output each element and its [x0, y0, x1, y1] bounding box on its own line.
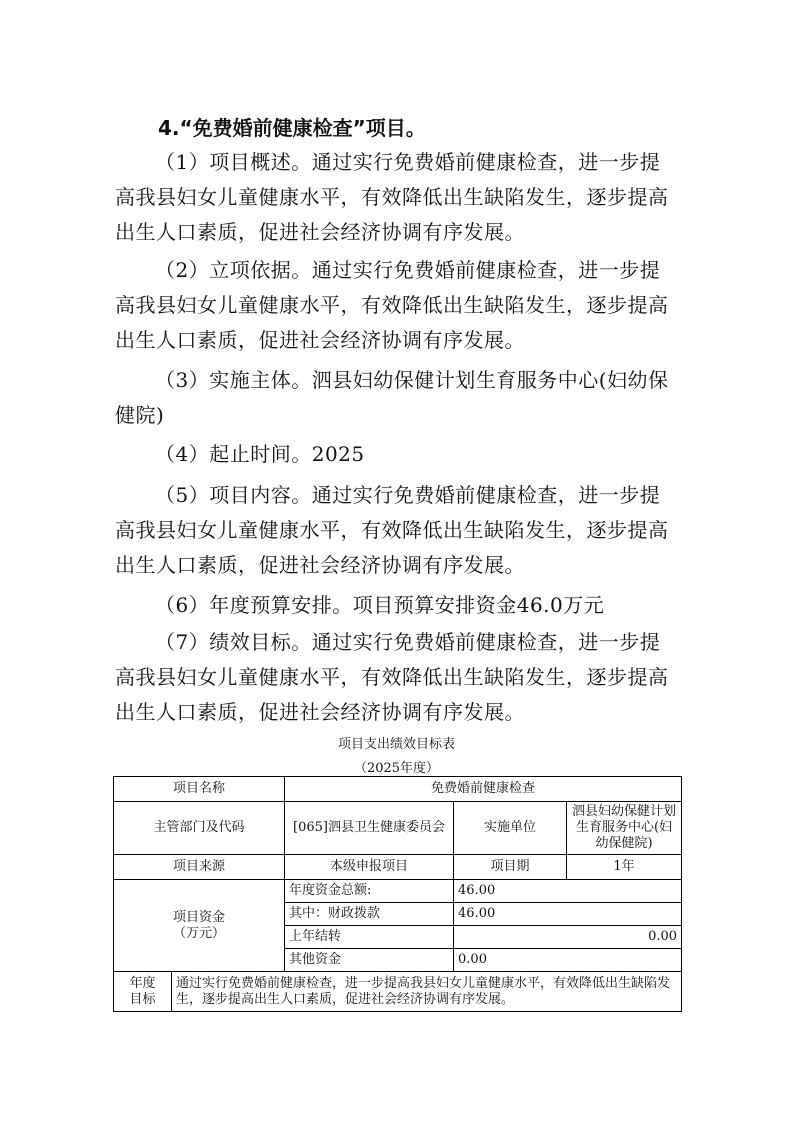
goal-label: 年度 目标 [114, 972, 172, 1012]
period-label: 项目期 [454, 855, 567, 880]
project-name-value: 免费婚前健康检查 [285, 777, 682, 802]
dept-label: 主管部门及代码 [114, 802, 285, 855]
table-row [114, 855, 682, 880]
fund-fiscal-label: 其中：财政拨款 [285, 903, 454, 926]
fund-carryover-label: 上年结转 [285, 926, 454, 949]
goal-value: 通过实行免费婚前健康检查，进一步提高我县妇女儿童健康水平，有效降低出生缺陷发生，逐步提高出生人口素质，促进社会经济协调有序发展。 [172, 972, 682, 1012]
paragraph-basis: （2）立项依据。通过实行免费婚前健康检查，进一步提高我县妇女儿童健康水平，有效降低出生缺陷发生，逐步提高出生人口素质，促进社会经济协调有序发展。 [115, 258, 669, 352]
table-row [114, 972, 682, 1012]
fund-other-label: 其他资金 [285, 949, 454, 972]
source-value: 本级申报项目 [285, 855, 454, 880]
table-title: 项目支出绩效目标表 [337, 737, 455, 752]
paragraph-target: （7）绩效目标。通过实行免费婚前健康检查，进一步提高我县妇女儿童健康水平，有效降低出生缺陷发生，逐步提高出生人口素质，促进社会经济协调有序发展。 [115, 630, 669, 724]
table-row [114, 802, 682, 855]
dept-value: [065]泗县卫生健康委员会 [285, 802, 454, 855]
fund-other-value: 0.00 [454, 949, 682, 972]
period-value: 1年 [567, 855, 682, 880]
performance-table [113, 776, 682, 1012]
fund-total-label: 年度资金总额: [285, 880, 454, 903]
fund-carryover-value: 0.00 [454, 926, 682, 949]
table-row [114, 880, 682, 903]
source-label: 项目来源 [114, 855, 285, 880]
table-row [114, 777, 682, 802]
table-subtitle: （2025年度） [353, 761, 440, 776]
funds-label: 项目资金 （万元） [114, 880, 285, 972]
paragraph-implementer: （3）实施主体。泗县妇幼保健计划生育服务中心(妇幼保健院) [115, 368, 669, 427]
fund-total-value: 46.00 [454, 880, 682, 903]
project-name-label: 项目名称 [114, 777, 285, 802]
paragraph-period: （4）起止时间。2025 [155, 442, 365, 466]
impl-value: 泗县妇幼保健计划生育服务中心(妇幼保健院) [567, 802, 682, 855]
paragraph-budget: （6）年度预算安排。项目预算安排资金46.0万元 [155, 593, 605, 617]
section-heading: 4.“免费婚前健康检查”项目。 [158, 116, 426, 140]
fund-fiscal-value: 46.00 [454, 903, 682, 926]
paragraph-overview: （1）项目概述。通过实行免费婚前健康检查，进一步提高我县妇女儿童健康水平，有效降低出生缺陷发生，逐步提高出生人口素质，促进社会经济协调有序发展。 [115, 150, 669, 244]
impl-label: 实施单位 [454, 802, 567, 855]
paragraph-content: （5）项目内容。通过实行免费婚前健康检查，进一步提高我县妇女儿童健康水平，有效降低出生缺陷发生，逐步提高出生人口素质，促进社会经济协调有序发展。 [115, 483, 669, 577]
